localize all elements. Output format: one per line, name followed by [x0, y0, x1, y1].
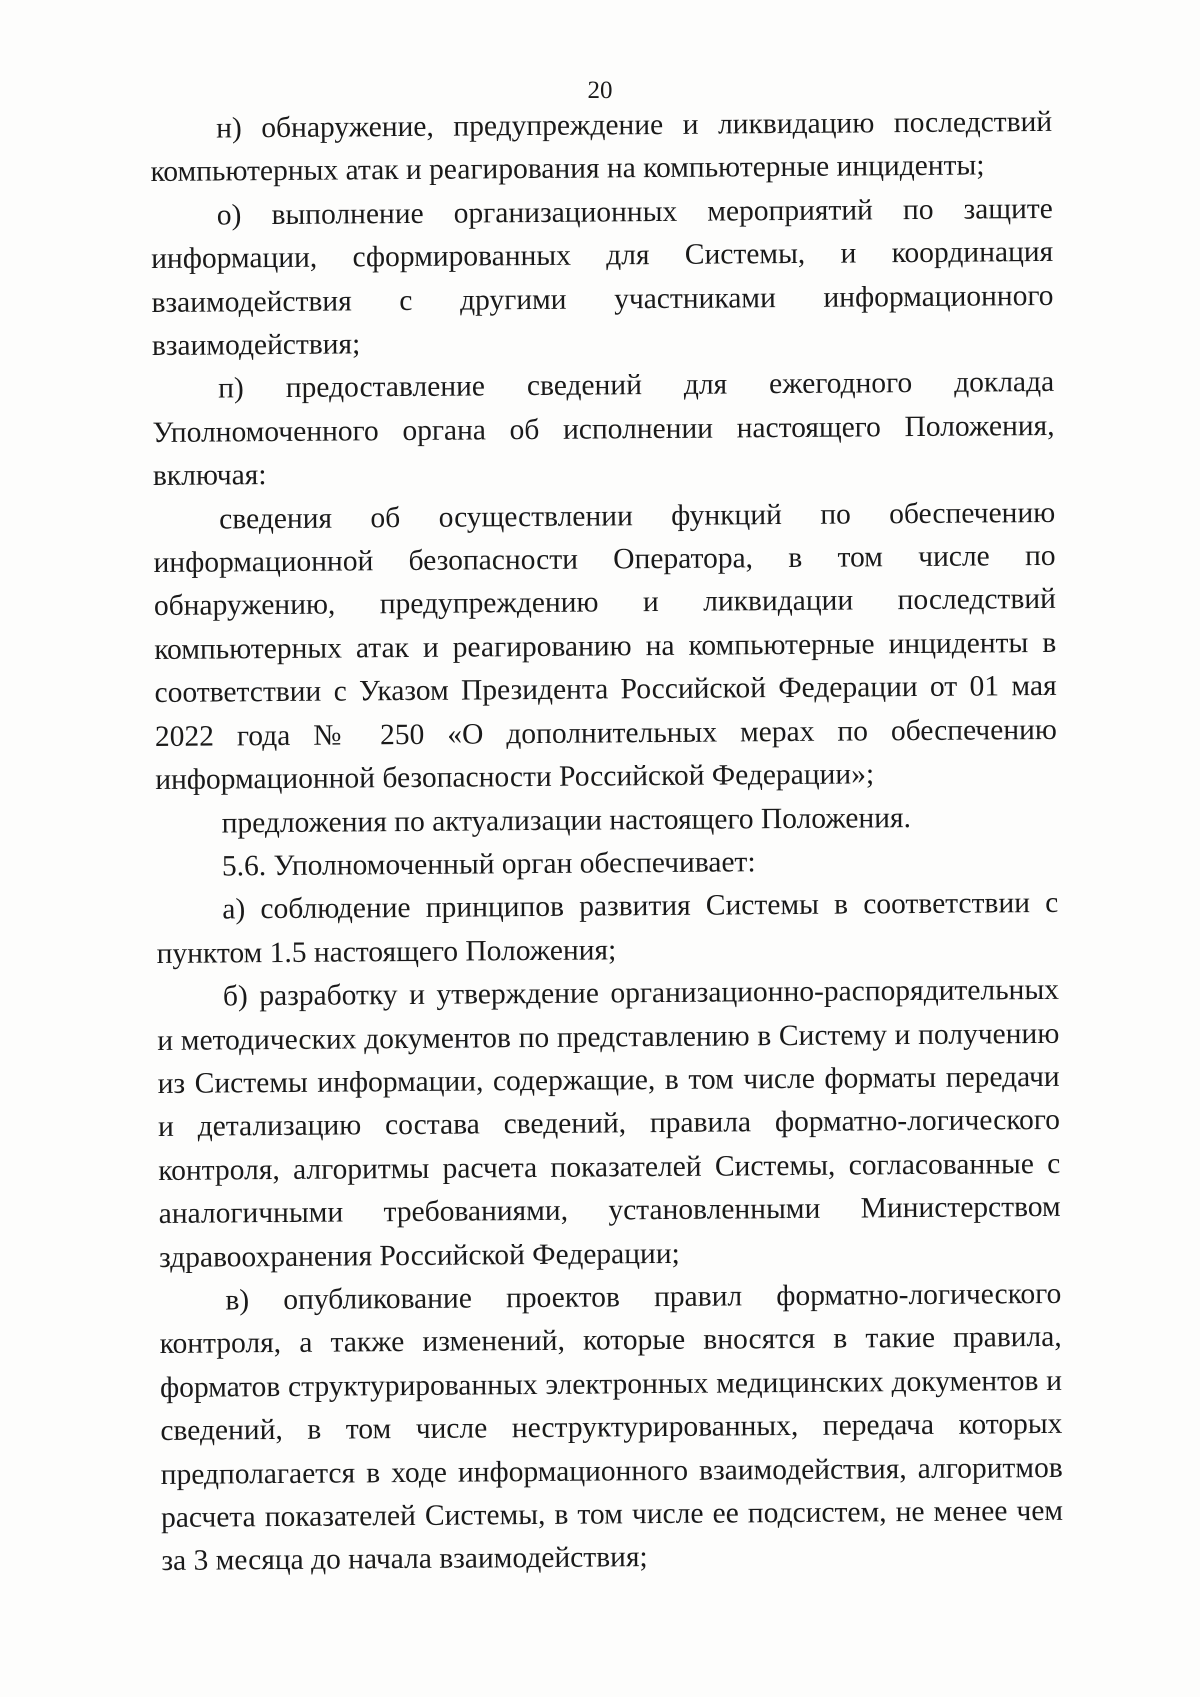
paragraph-v: в) опубликование проектов правил форматно-логического контроля, а также изменений, которые вносятся в такие правила, форматов структурированных электронных медицинских документов и сведений, в том числе неструктурированных, передача которых предполагается в ходе информационного взаимодействия, алгоритмов расчета показателей Системы, в том числе ее подсистем, не менее чем за 3 месяца до начала взаимодействия;	[159, 1277, 1064, 1578]
paragraph-o: о) выполнение организационных мероприятий по защите информации, сформированных для Системы, и координация взаимодействия с другими участниками информационного взаимодействия;	[151, 192, 1054, 363]
document-body	[150, 101, 1064, 1584]
paragraph-update-proposals: предложения по актуализации настоящего Положения.	[221, 801, 912, 839]
paragraph-a: а) соблюдение принципов развития Системы в соответствии с пунктом 1.5 настоящего Положения;	[156, 887, 1059, 970]
paragraph-n: н) обнаружение, предупреждение и ликвидацию последствий компьютерных атак и реагирования на компьютерные инциденты;	[150, 105, 1053, 189]
paragraph-info-security-report: сведения об осуществлении функций по обеспечению информационной безопасности Оператора, в том числе по обнаружению, предупреждению и ликвидации последствий компьютерных атак и реагированию на компьютерные инциденты в соответствии с Указом Президента Российской Федерации от 01 мая 2022 года № 250 «О дополнительных мерах по обеспечению информационной безопасности Российской Федерации»;	[153, 496, 1058, 797]
paragraph-p: п) предоставление сведений для ежегодного доклада Уполномоченного органа об исполнении настоящего Положения, включая:	[152, 366, 1055, 493]
section-5-6-heading: 5.6. Уполномоченный орган обеспечивает:	[221, 846, 756, 883]
paragraph-b: б) разработку и утверждение организационно-распорядительных и методических документов по представлению в Систему и получению из Системы информации, содержащие, в том числе форматы передачи и детализацию состава сведений, правила форматно-логического контроля, алгоритмы расчета показателей Системы, согласованные с аналогичными требованиями, установленными Министерством здравоохранения Российской Федерации;	[157, 974, 1061, 1274]
page-number: 20	[587, 77, 613, 104]
